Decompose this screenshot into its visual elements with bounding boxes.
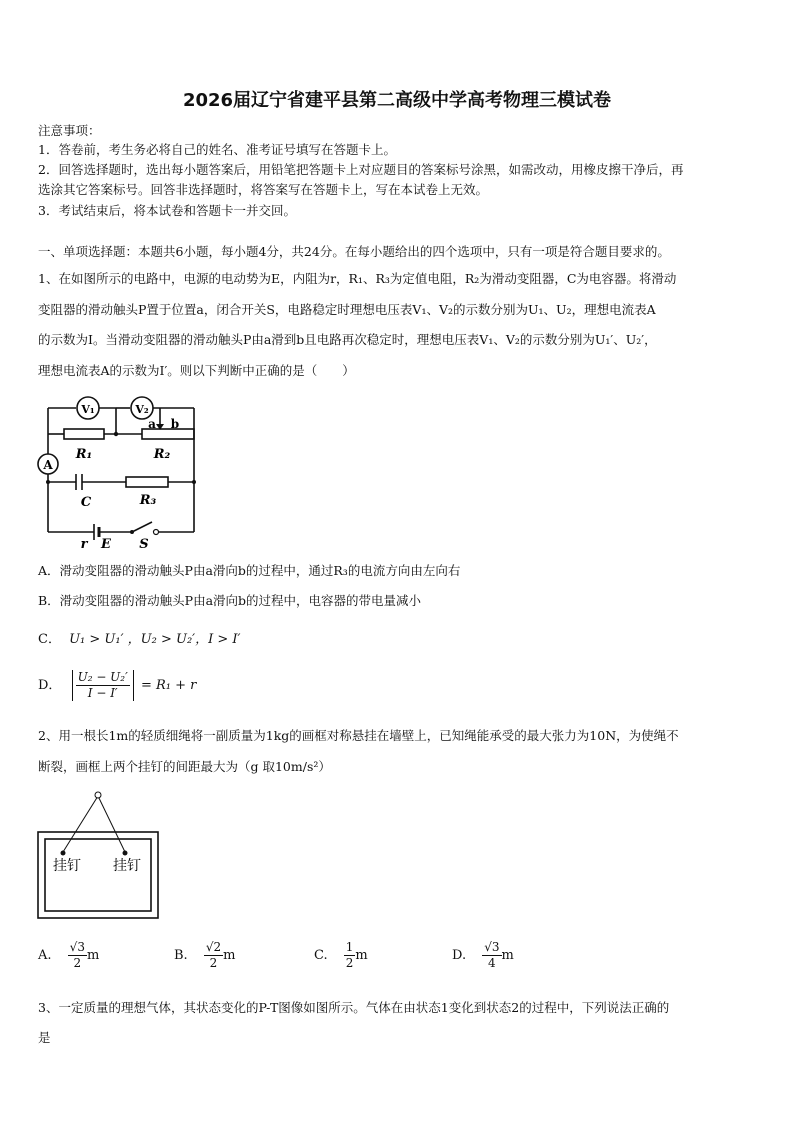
q1-option-d <box>38 670 196 701</box>
r-label: r <box>80 537 88 552</box>
point-b-label: b <box>170 417 180 431</box>
q2-line-2: 断裂，画框上两个挂钉的间距最大为（g 取10m/s²） <box>38 759 331 774</box>
circuit-diagram <box>36 392 206 552</box>
r2-label: R₂ <box>153 447 171 462</box>
q1-option-a: A．滑动变阻器的滑动触头P由a滑向b的过程中，通过R₃的电流方向由左向右 <box>38 563 461 578</box>
notice-item-2: 2．回答选择题时，选出每小题答案后，用铅笔把答题卡上对应题目的答案标号涂黑，如需改动，用橡皮擦干净后，再 <box>38 162 684 177</box>
q2-option-d-num: √3 <box>484 940 500 954</box>
notice-heading: 注意事项： <box>38 123 101 138</box>
q3-line-2: 是 <box>38 1030 51 1045</box>
q2-option-a-den: 2 <box>73 956 82 970</box>
v2-label: V₂ <box>135 403 149 416</box>
s-label: S <box>139 537 149 552</box>
frame-diagram <box>36 790 166 922</box>
q2-option-d-den: 4 <box>488 956 496 970</box>
notice-item-3: 3．考试结束后，将本试卷和答题卡一并交回。 <box>38 203 296 218</box>
q2-option-c: C. $\frac{1}{2}$ m <box>314 940 368 970</box>
q2-option-a: A. $\frac{√3}{2}$ m <box>38 940 100 970</box>
q2-options <box>38 940 738 980</box>
q1-line-1: 1、在如图所示的电路中，电源的电动势为E，内阻为r，R₁、R₃为定值电阻，R₂为滑动变阻器，C为电容器。将滑动 <box>38 271 677 286</box>
q2-option-c-den: 2 <box>345 956 354 970</box>
q1-option-c <box>38 628 241 647</box>
section-heading: 一、单项选择题：本题共6小题，每小题4分，共24分。在每小题给出的四个选项中，只有一项是符合题目要求的。 <box>38 244 670 259</box>
q1-option-c-text: U₁ > U₁′ ，U₂ > U₂′，I > I′ <box>69 632 241 647</box>
point-a-label: a <box>148 417 156 431</box>
nail-right-label: 挂钉 <box>113 858 141 874</box>
v1-label: V₁ <box>81 403 95 416</box>
notice-item-2-cont: 选涂其它答案标号。回答非选择题时，将答案写在答题卡上，写在本试卷上无效。 <box>38 182 489 197</box>
q1-option-d-rhs: = R₁ + r <box>140 678 197 693</box>
q2-line-1: 2、用一根长1m的轻质细绳将一副质量为1kg的画框对称悬挂在墙壁上，已知绳能承受的最大张力为10N，为使绳不 <box>38 728 679 743</box>
q2-option-c-num: 1 <box>345 940 354 954</box>
q1-line-2: 变阻器的滑动触头P置于位置a，闭合开关S，电路稳定时理想电压表V₁、V₂的示数分别为U₁、U₂，理想电流表A <box>38 302 656 317</box>
page-title: 2026届辽宁省建平县第二高级中学高考物理三模试卷 <box>182 90 612 111</box>
q1-line-4: 理想电流表A的示数为I′。则以下判断中正确的是（ ） <box>38 363 355 378</box>
notice-item-1: 1．答卷前，考生务必将自己的姓名、准考证号填写在答题卡上。 <box>38 142 396 157</box>
q1-option-d-num: U₂ − U₂′ <box>77 670 128 684</box>
r1-label: R₁ <box>75 447 93 462</box>
q3-line-1: 3、一定质量的理想气体，其状态变化的P-T图像如图所示。气体在由状态1变化到状态2的过程中，下列说法正确的 <box>38 1000 670 1015</box>
q1-option-d-abs <box>72 670 134 701</box>
q2-option-b-num: √2 <box>205 940 222 954</box>
ammeter-label: A <box>43 458 53 472</box>
q1-option-d-label: D． <box>38 678 62 693</box>
q1-option-c-label: C． <box>38 632 61 647</box>
q2-option-d: D. $\frac{√3}{4}$ m <box>452 940 514 970</box>
e-label: E <box>101 537 111 552</box>
q1-option-d-den: I − I′ <box>87 686 118 700</box>
q2-option-a-num: √3 <box>69 940 85 954</box>
q1-line-3: 的示数为I。当滑动变阻器的滑动触头P由a滑到b且电路再次稳定时，理想电压表V₁、V₂的示数分别为U₁′、U₂′， <box>38 332 657 347</box>
q1-option-b: B．滑动变阻器的滑动触头P由a滑向b的过程中，电容器的带电量减小 <box>38 593 422 608</box>
r3-label: R₃ <box>139 493 157 508</box>
q2-option-b-den: 2 <box>209 956 218 970</box>
c-label: C <box>80 495 92 510</box>
nail-left-label: 挂钉 <box>53 858 81 874</box>
q2-option-b: B. $\frac{√2}{2}$ m <box>174 940 236 970</box>
